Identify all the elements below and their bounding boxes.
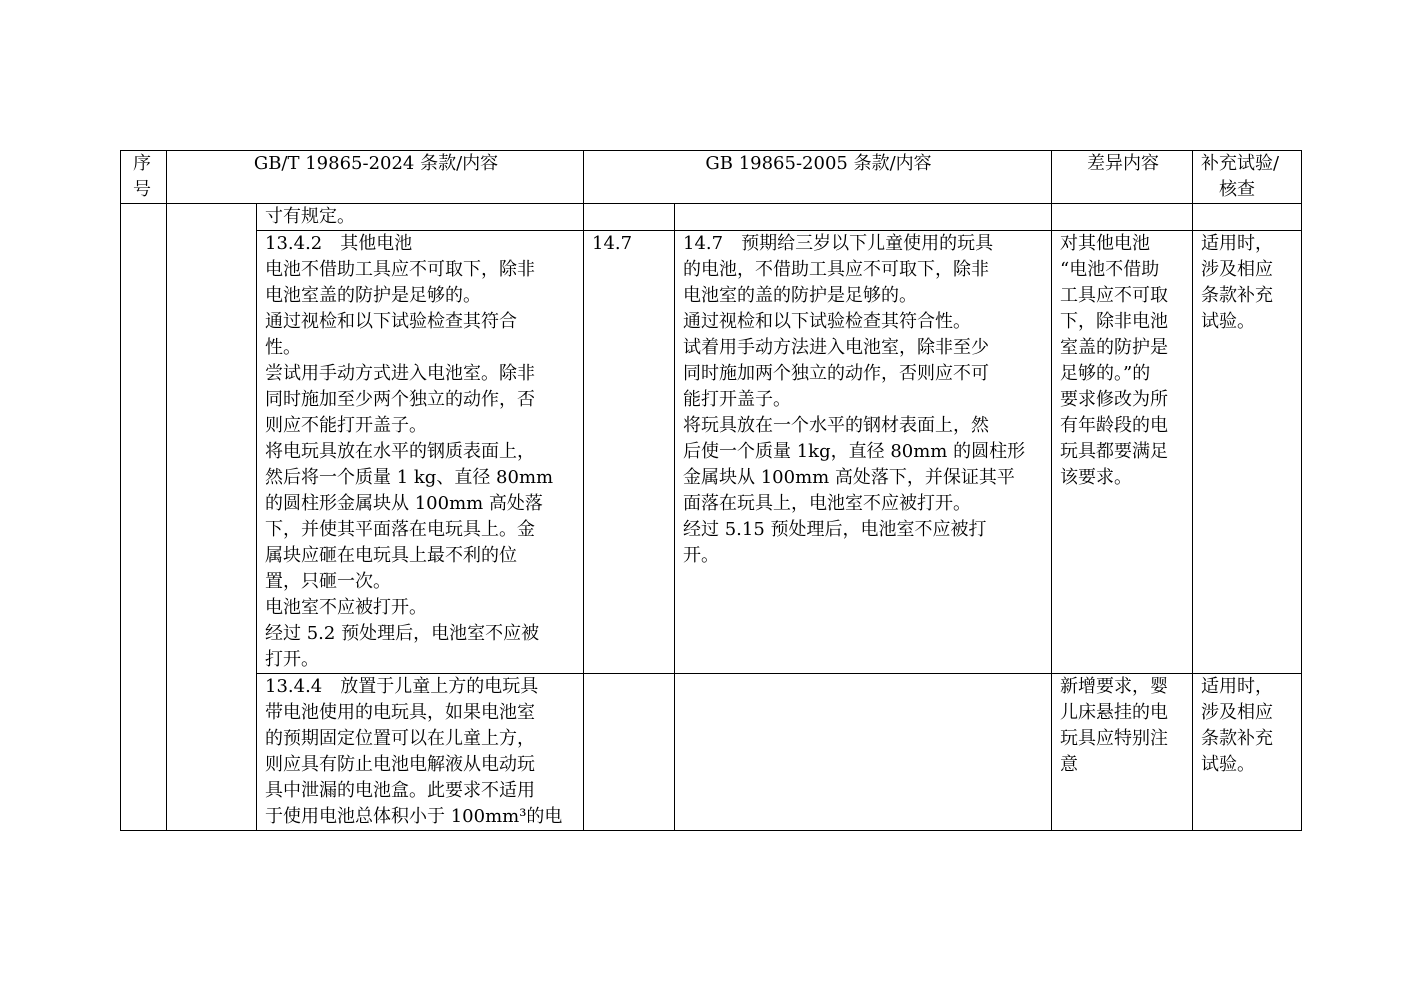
diff-line: 儿床悬挂的电 [1060,702,1169,723]
old-text-line: 的电池，不借助工具应不可取下，除非 [683,259,989,280]
diff-line: 意 [1060,754,1079,775]
table-row [121,231,1302,674]
diff-line: 对其他电池 [1060,233,1151,254]
header-seq-line-2: 号 [133,179,151,200]
diff-cell [1052,231,1193,674]
new-text-line: 经过 5.2 预处理后，电池室不应被 [265,623,540,644]
header-old-standard: GB 19865-2005 条款/内容 [584,151,1052,204]
new-text-cell [257,674,584,831]
old-text-line: 后使一个质量 1kg，直径 80mm 的圆柱形 [683,441,1026,462]
diff-line: “电池不借助 [1060,259,1160,280]
new-text-line: 置，只砸一次。 [265,571,391,592]
supp-line: 适用时， [1201,233,1274,254]
supp-line: 试验。 [1201,754,1256,775]
new-text-line: 将电玩具放在水平的钢质表面上， [265,441,535,462]
old-text-line: 开。 [683,545,719,566]
header-supp-line-1: 补充试验/ [1201,153,1280,174]
old-text-line: 通过视检和以下试验检查其符合性。 [683,311,971,332]
old-text-line: 试着用手动方法进入电池室，除非至少 [683,337,989,358]
new-text-line: 于使用电池总体积小于 100mm³的电 [265,806,563,827]
new-text-line: 电池室盖的防护是足够的。 [265,285,481,306]
diff-line: 室盖的防护是 [1060,337,1169,358]
old-text-line: 电池室的盖的防护是足够的。 [683,285,917,306]
comparison-table [120,150,1302,831]
new-text-line: 寸有规定。 [265,206,355,227]
diff-line: 该要求。 [1060,467,1133,488]
old-text-line: 金属块从 100mm 高处落下，并保证其平 [683,467,1015,488]
diff-line: 要求修改为所 [1060,389,1169,410]
supp-line: 涉及相应 [1201,259,1274,280]
new-text-line: 13.4.4 放置于儿童上方的电玩具 [265,676,539,697]
new-text-line: 下，并使其平面落在电玩具上。金 [265,519,535,540]
new-text-line: 的预期固定位置可以在儿童上方， [265,728,535,749]
old-text-line: 同时施加两个独立的动作，否则应不可 [683,363,989,384]
supp-line: 涉及相应 [1201,702,1274,723]
clause-empty-cell [167,204,257,831]
supp-cell [1193,674,1302,831]
seq-cell [121,204,167,831]
supp-line: 条款补充 [1201,728,1274,749]
header-supplement [1193,151,1302,204]
new-text-line: 带电池使用的电玩具，如果电池室 [265,702,535,723]
supp-cell [1193,204,1302,231]
supp-line: 试验。 [1201,311,1256,332]
old-text-cell [675,204,1052,231]
new-text-line: 同时施加至少两个独立的动作，否 [265,389,535,410]
diff-line: 有年龄段的电 [1060,415,1169,436]
old-text-line: 面落在玩具上，电池室不应被打开。 [683,493,971,514]
supp-line: 适用时， [1201,676,1274,697]
header-supp-line-2: 核查 [1219,179,1256,200]
new-text-line: 通过视检和以下试验检查其符合 [265,311,517,332]
new-text-line: 属块应砸在电玩具上最不利的位 [265,545,517,566]
table-row [121,204,1302,231]
old-text-cell [675,231,1052,674]
header-seq [121,151,167,204]
table-row [121,674,1302,831]
diff-line: 工具应不可取 [1060,285,1169,306]
old-text-line: 将玩具放在一个水平的钢材表面上，然 [683,415,989,436]
diff-line: 新增要求，婴 [1060,676,1169,697]
old-clause-cell: 14.7 [584,231,675,674]
new-text-line: 13.4.2 其他电池 [265,233,413,254]
new-text-line: 电池不借助工具应不可取下，除非 [265,259,535,280]
header-seq-line-1: 序 [133,153,151,174]
old-text-cell [675,674,1052,831]
new-text-cell [257,204,584,231]
diff-line: 玩具都要满足 [1060,441,1169,462]
old-text-line: 14.7 预期给三岁以下儿童使用的玩具 [683,233,994,254]
header-new-standard: GB/T 19865-2024 条款/内容 [167,151,584,204]
new-text-line: 的圆柱形金属块从 100mm 高处落 [265,493,543,514]
diff-line: 玩具应特别注 [1060,728,1169,749]
new-text-line: 具中泄漏的电池盒。此要求不适用 [265,780,535,801]
diff-line: 下，除非电池 [1060,311,1169,332]
new-text-line: 性。 [265,337,301,358]
diff-line: 足够的。”的 [1060,363,1151,384]
supp-cell [1193,231,1302,674]
diff-cell [1052,204,1193,231]
new-text-line: 则应不能打开盖子。 [265,415,427,436]
old-text-line: 经过 5.15 预处理后，电池室不应被打 [683,519,987,540]
new-text-line: 打开。 [265,649,319,670]
new-text-cell [257,231,584,674]
table-header-row [121,151,1302,204]
new-text-line: 然后将一个质量 1 kg、直径 80mm [265,467,554,488]
old-clause-cell [584,204,675,231]
new-text-line: 则应具有防止电池电解液从电动玩 [265,754,535,775]
new-text-line: 尝试用手动方式进入电池室。除非 [265,363,535,384]
diff-cell [1052,674,1193,831]
new-text-line: 电池室不应被打开。 [265,597,427,618]
supp-line: 条款补充 [1201,285,1274,306]
header-difference: 差异内容 [1052,151,1193,204]
old-clause-cell [584,674,675,831]
old-text-line: 能打开盖子。 [683,389,791,410]
